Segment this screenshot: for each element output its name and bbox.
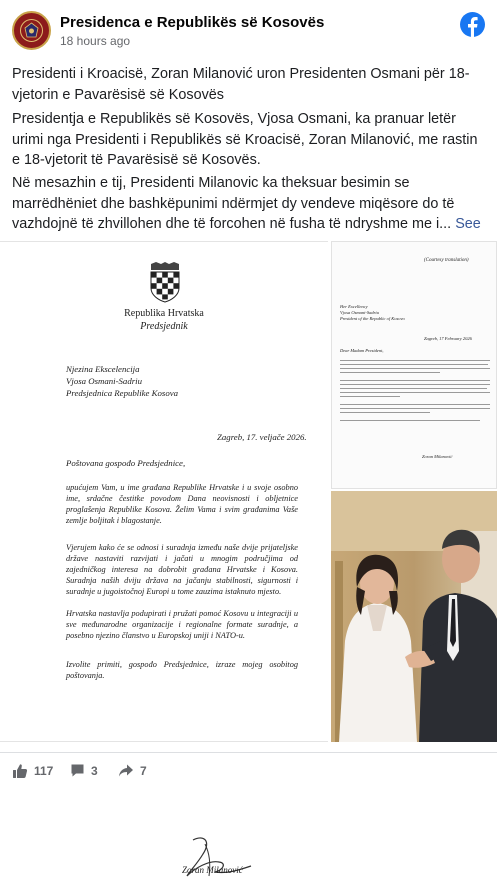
addressee-line: Predsjednica Republike Kosova bbox=[66, 388, 179, 398]
post-text-paragraph: Presidenti i Kroacisë, Zoran Milanović uron Presidenten Osmani për 18-vjetorin e Pavarësisë së Kosovës bbox=[12, 66, 470, 103]
like-button[interactable] bbox=[12, 763, 53, 779]
share-count: 7 bbox=[140, 763, 147, 778]
see-more-link[interactable]: See bbox=[455, 216, 481, 232]
addressee-line: Vjosa Osmani-Sadriu bbox=[66, 376, 142, 386]
translation-note: (Courtesy translation) bbox=[424, 258, 469, 263]
croatian-coat-of-arms-icon bbox=[148, 262, 182, 302]
post-text-truncated: Në mesazhin e tij, Presidenti Milanovic ka theksuar besimin se marrëdhëniet dhe bashkëpunimi ndërmjet dy vendeve miqësore do të vazhdojnë të zhvillohen dhe të forcohen në fusha të ndryshme me i... bbox=[12, 175, 455, 232]
letter-addressee bbox=[66, 363, 178, 399]
page-name[interactable]: Presidenca e Republikës së Kosovës bbox=[60, 14, 325, 31]
letter-image-translation[interactable] bbox=[331, 241, 497, 489]
translation-addressee bbox=[340, 304, 405, 322]
share-button[interactable] bbox=[118, 763, 147, 778]
presidents-handshake-photo[interactable] bbox=[331, 491, 497, 742]
facebook-icon[interactable] bbox=[460, 12, 485, 37]
comment-button[interactable] bbox=[70, 763, 98, 778]
addressee-line: Vjosa Osmani-Sadriu bbox=[340, 310, 379, 315]
page-avatar[interactable] bbox=[12, 11, 51, 50]
addressee-line: Her Excellency bbox=[340, 304, 368, 309]
share-arrow-icon bbox=[118, 763, 134, 778]
comment-count: 3 bbox=[91, 763, 98, 778]
letter-greeting: Poštovana gospođo Predsjednice, bbox=[66, 458, 186, 468]
post-timestamp[interactable]: 18 hours ago bbox=[60, 34, 131, 48]
comment-icon bbox=[70, 763, 85, 778]
post-header bbox=[0, 0, 497, 60]
letter-body-paragraph: Izvolite primiti, gospođo Predsjednice, izraze mojeg osobitog poštovanja. bbox=[66, 660, 298, 680]
like-count: 117 bbox=[34, 764, 54, 778]
letter-country: Republika Hrvatska bbox=[124, 308, 204, 319]
translation-date: Zagreb, 17 February 2026 bbox=[424, 336, 472, 341]
letter-office: Predsjednik bbox=[140, 321, 188, 332]
translation-greeting: Dear Madam President, bbox=[340, 348, 384, 353]
letter-signature-name: Zoran Milanović bbox=[182, 865, 243, 875]
letter-body-paragraph: Hrvatska nastavlja podupirati i pružati pomoć Kosovu u integraciji u sve međunarodne organizacije i regionalne formate suradnje, a posebno njezino članstvo u Europskoj uniji i NATO-u. bbox=[66, 609, 298, 640]
post-text-paragraph: Presidentja e Republikës së Kosovës, Vjosa Osmani, ka pranuar letër urimi nga Presidenti i Republikës së Kroacisë, Zoran Milanović, me rastin e 18-vjetorit të Pavarësisë së Kosovës. bbox=[12, 111, 478, 168]
addressee-line: Njezina Ekscelencija bbox=[66, 364, 140, 374]
letter-date: Zagreb, 17. veljače 2026. bbox=[217, 432, 307, 442]
handshake-photo-illustration bbox=[331, 491, 497, 742]
addressee-line: President of the Republic of Kosovo bbox=[340, 316, 405, 321]
letter-body-paragraph: Vjerujem kako će se odnosi i suradnja između naše dvije prijateljske države nastaviti razvijati i jačati u mnogim područjima od zajedničkog interesa na dobrobit građana Hrvatske i Kosova. Suradnja naših dviju država na jačanju stabilnosti, sigurnosti i suradnje u jugoistočnoj Europi u tome zauzima istaknuto mjesto. bbox=[66, 543, 298, 596]
letter-body-paragraph: upućujem Vam, u ime građana Republike Hrvatske i u svoje osobno ime, srdačne čestitke povodom Dana neovisnosti i obljetnice proglašenja Republike Kosova. Želim Vama i svim građanima Vaše zemlje boljitak i blagostanje. bbox=[66, 483, 298, 525]
post-actions-bar bbox=[0, 752, 497, 789]
emblem-icon bbox=[14, 13, 49, 48]
thumbs-up-icon bbox=[12, 763, 28, 779]
translation-signature: Zoran Milanović bbox=[422, 454, 453, 459]
